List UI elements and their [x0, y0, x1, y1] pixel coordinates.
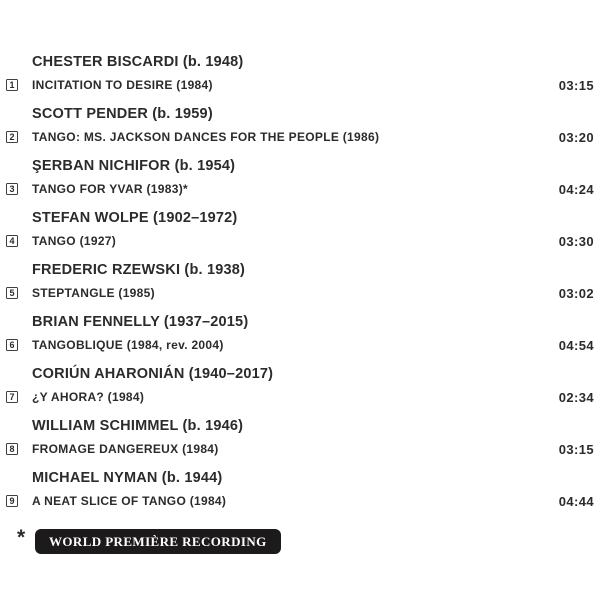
track-list — [0, 55, 600, 523]
world-premiere-badge-label: WORLD PREMIÈRE RECORDING — [49, 533, 267, 549]
track-row — [0, 390, 600, 404]
composer-line: CHESTER BISCARDI (b. 1948) — [32, 54, 244, 70]
footnote-asterisk: * — [17, 526, 26, 549]
track-group — [0, 107, 600, 159]
track-group — [0, 367, 600, 419]
track-number-box: 7 — [6, 391, 18, 403]
track-row — [0, 130, 600, 144]
track-duration: 03:30 — [558, 233, 594, 249]
track-title: A NEAT SLICE OF TANGO (1984) — [32, 494, 227, 508]
track-group — [0, 159, 600, 211]
track-number-box: 2 — [6, 131, 18, 143]
track-duration: 03:15 — [558, 441, 594, 457]
track-number-box: 1 — [6, 79, 18, 91]
track-group — [0, 315, 600, 367]
track-title: TANGO (1927) — [32, 234, 117, 248]
track-duration: 03:20 — [558, 129, 594, 145]
track-title: TANGO FOR YVAR (1983)* — [32, 182, 188, 196]
composer-line: FREDERIC RZEWSKI (b. 1938) — [32, 262, 246, 278]
track-number-box: 8 — [6, 443, 18, 455]
track-group — [0, 263, 600, 315]
track-title: TANGOBLIQUE (1984, rev. 2004) — [32, 338, 224, 352]
track-number-box: 5 — [6, 287, 18, 299]
footnote — [0, 528, 600, 556]
composer-line: WILLIAM SCHIMMEL (b. 1946) — [32, 418, 244, 434]
track-duration: 04:24 — [558, 181, 594, 197]
track-number-box: 6 — [6, 339, 18, 351]
track-duration: 04:54 — [558, 337, 594, 353]
composer-line: ŞERBAN NICHIFOR (b. 1954) — [32, 158, 236, 174]
composer-line: BRIAN FENNELLY (1937–2015) — [32, 314, 249, 330]
track-row — [0, 338, 600, 352]
world-premiere-badge — [35, 529, 281, 554]
track-row — [0, 78, 600, 92]
track-duration: 03:15 — [558, 77, 594, 93]
track-number-box: 4 — [6, 235, 18, 247]
composer-line: SCOTT PENDER (b. 1959) — [32, 106, 213, 122]
track-title: ¿Y AHORA? (1984) — [32, 390, 145, 404]
composer-line: MICHAEL NYMAN (b. 1944) — [32, 470, 223, 486]
track-row — [0, 442, 600, 456]
track-number-box: 9 — [6, 495, 18, 507]
track-group — [0, 419, 600, 471]
track-duration: 03:02 — [558, 285, 594, 301]
track-number-box: 3 — [6, 183, 18, 195]
track-title: FROMAGE DANGEREUX (1984) — [32, 442, 219, 456]
track-row — [0, 182, 600, 196]
track-group — [0, 471, 600, 523]
track-row — [0, 286, 600, 300]
track-group — [0, 211, 600, 263]
track-group — [0, 55, 600, 107]
track-title: INCITATION TO DESIRE (1984) — [32, 78, 213, 92]
track-title: STEPTANGLE (1985) — [32, 286, 155, 300]
composer-line: CORIÚN AHARONIÁN (1940–2017) — [32, 366, 274, 382]
track-duration: 04:44 — [558, 493, 594, 509]
track-row — [0, 234, 600, 248]
composer-line: STEFAN WOLPE (1902–1972) — [32, 210, 238, 226]
track-duration: 02:34 — [558, 389, 594, 405]
track-row — [0, 494, 600, 508]
track-title: TANGO: MS. JACKSON DANCES FOR THE PEOPLE (1986) — [32, 130, 380, 144]
